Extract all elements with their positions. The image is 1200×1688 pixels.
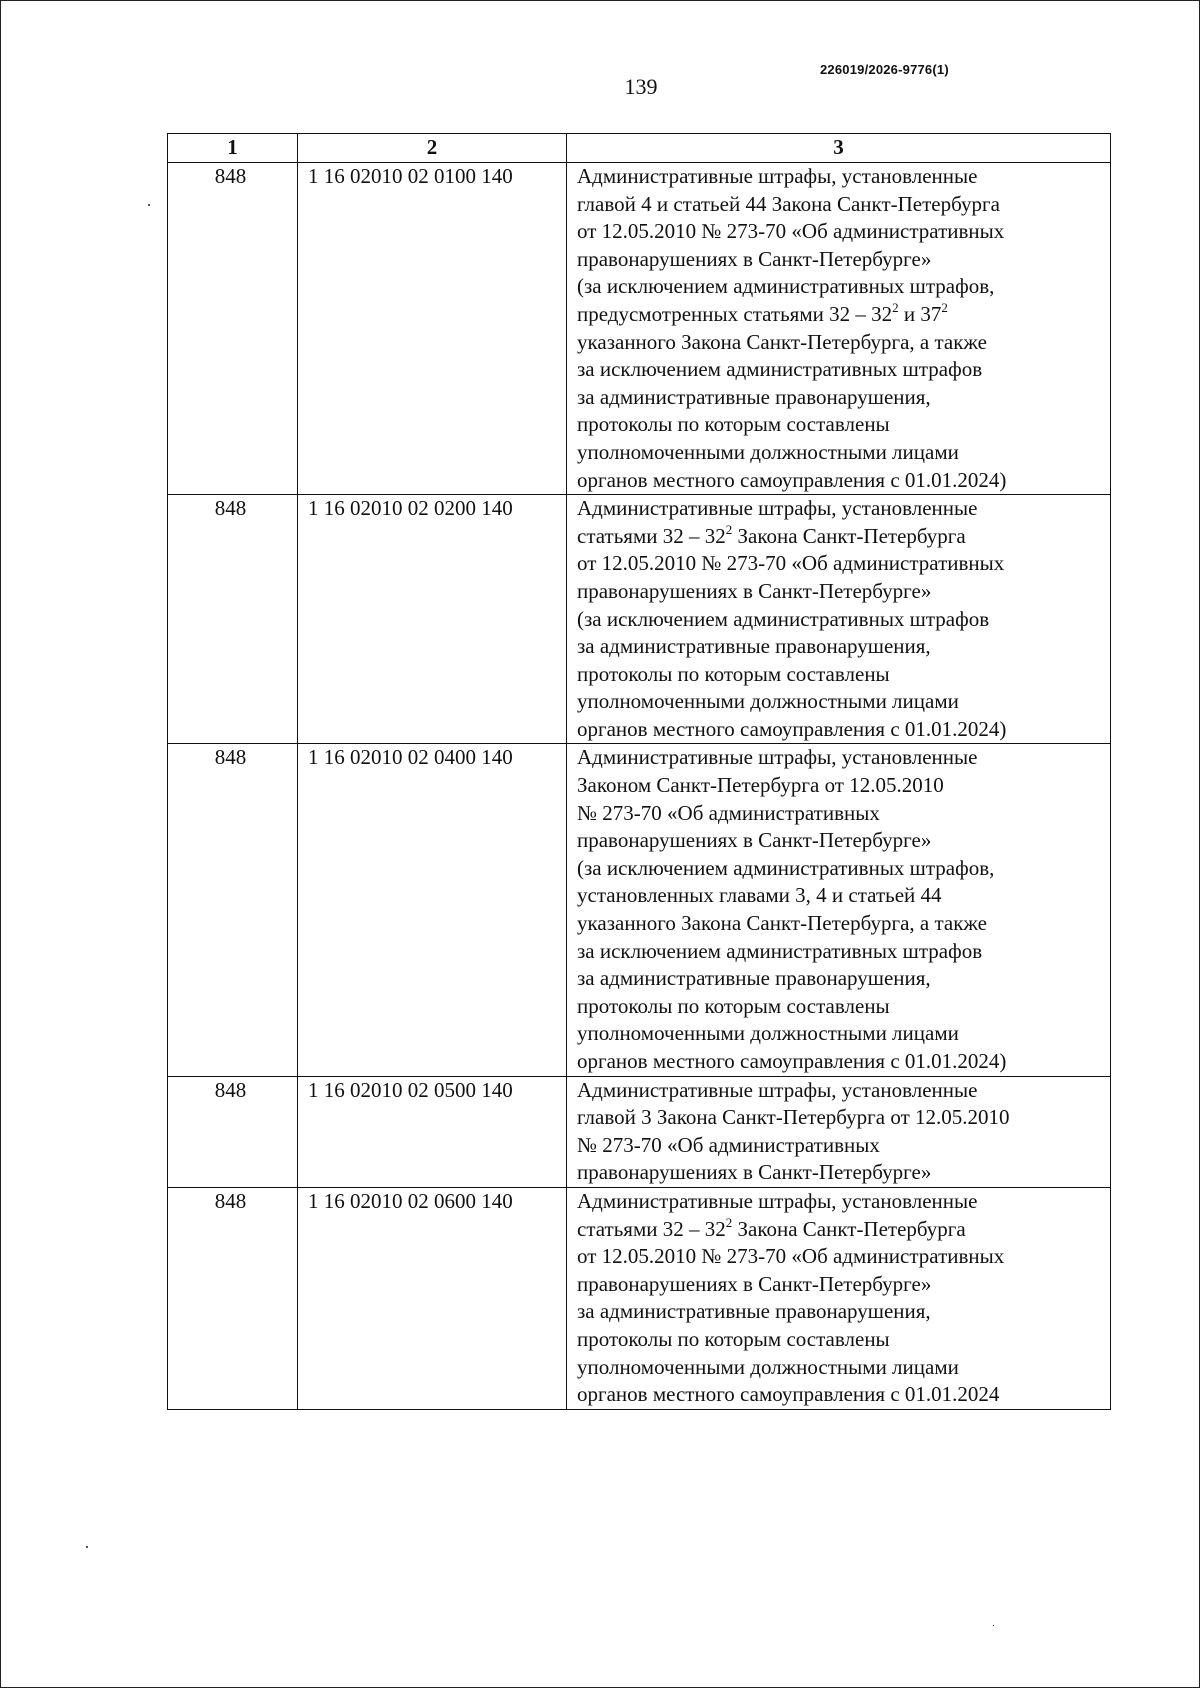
- superscript-index: 2: [725, 1214, 733, 1230]
- superscript-index: 2: [892, 299, 899, 315]
- table-row: [168, 1187, 1111, 1409]
- table-row: [168, 163, 1111, 495]
- description-line: Административные штрафы, установленные: [577, 164, 978, 188]
- description-line: уполномоченными должностными лицами: [577, 689, 959, 714]
- fees-table-container: [167, 133, 1110, 1410]
- description-line: Административные штрафы, установленные: [577, 1188, 978, 1213]
- description-line: за административные правонарушения,: [577, 1299, 931, 1324]
- description-line: за административные правонарушения,: [577, 384, 931, 409]
- budget-code-cell: 1 16 02010 02 0500 140: [298, 1076, 567, 1187]
- description-line: (за исключением административных штрафов: [577, 606, 990, 631]
- description-text: статьями 32 – 32: [577, 523, 726, 548]
- description-line: [577, 523, 1104, 551]
- superscript-index: 2: [725, 521, 733, 537]
- admin-code-cell: 848: [168, 744, 298, 1076]
- description-cell: [567, 1076, 1111, 1187]
- description-cell: [567, 495, 1111, 744]
- description-line: за административные правонарушения,: [577, 966, 931, 991]
- scan-speck: [993, 1625, 994, 1626]
- description-line: № 273-70 «Об административных: [577, 1132, 880, 1157]
- description-line: Законом Санкт-Петербурга от 12.05.2010: [577, 773, 944, 798]
- admin-code-cell: 848: [168, 495, 298, 744]
- description-line: от 12.05.2010 № 273-70 «Об административных: [577, 551, 1005, 576]
- description-line: правонарушениях в Санкт-Петербурге»: [577, 1160, 932, 1185]
- description-line: главой 4 и статьей 44 Закона Санкт-Петербурга: [577, 191, 1000, 216]
- description-line: за исключением административных штрафов: [577, 357, 983, 382]
- description-line: Административные штрафы, установленные: [577, 745, 978, 770]
- description-text: предусмотренных статьями 32 – 32: [577, 301, 893, 326]
- table-body: [168, 163, 1111, 1410]
- description-line: главой 3 Закона Санкт-Петербурга от 12.05.2010: [577, 1105, 1010, 1130]
- description-line: от 12.05.2010 № 273-70 «Об административных: [577, 1244, 1005, 1269]
- description-line: № 273-70 «Об административных: [577, 800, 880, 825]
- description-text: Закона Санкт-Петербурга: [732, 1216, 966, 1241]
- description-line: уполномоченными должностными лицами: [577, 1021, 959, 1046]
- description-line: (за исключением административных штрафов,: [577, 274, 995, 299]
- description-line: за исключением административных штрафов: [577, 938, 983, 963]
- description-line: протоколы по которым составлены: [577, 1326, 890, 1351]
- description-line: [577, 301, 1104, 329]
- budget-code-cell: 1 16 02010 02 0600 140: [298, 1187, 567, 1409]
- description-line: правонарушениях в Санкт-Петербурге»: [577, 828, 932, 853]
- scan-speck: [86, 1546, 88, 1548]
- description-line: Административные штрафы, установленные: [577, 496, 978, 521]
- description-line: от 12.05.2010 № 273-70 «Об административных: [577, 219, 1005, 244]
- description-cell: [567, 744, 1111, 1076]
- description-line: указанного Закона Санкт-Петербурга, а также: [577, 329, 987, 354]
- description-line: [577, 1216, 1104, 1244]
- description-line: указанного Закона Санкт-Петербурга, а также: [577, 911, 987, 936]
- description-cell: [567, 1187, 1111, 1409]
- description-line: Административные штрафы, установленные: [577, 1077, 978, 1102]
- description-line: органов местного самоуправления с 01.01.2024): [577, 716, 1007, 741]
- document-registration-number: 226019/2026-9776(1): [820, 62, 949, 77]
- description-line: за административные правонарушения,: [577, 634, 931, 659]
- scan-speck: [148, 204, 150, 206]
- description-line: органов местного самоуправления с 01.01.2024: [577, 1382, 1000, 1407]
- description-text: и 37: [898, 301, 942, 326]
- description-line: правонарушениях в Санкт-Петербурге»: [577, 1271, 932, 1296]
- page-number: 139: [624, 74, 658, 99]
- description-line: (за исключением административных штрафов,: [577, 855, 995, 880]
- admin-code-cell: 848: [168, 163, 298, 495]
- table-row: [168, 744, 1111, 1076]
- table-header-row: [168, 134, 1111, 163]
- description-line: уполномоченными должностными лицами: [577, 439, 959, 464]
- budget-code-cell: 1 16 02010 02 0400 140: [298, 744, 567, 1076]
- table-row: [168, 1076, 1111, 1187]
- description-line: правонарушениях в Санкт-Петербурге»: [577, 578, 932, 603]
- fees-table: [167, 133, 1111, 1410]
- description-line: органов местного самоуправления с 01.01.2024): [577, 467, 1007, 492]
- description-line: правонарушениях в Санкт-Петербурге»: [577, 246, 932, 271]
- superscript-index: 2: [941, 299, 948, 315]
- admin-code-cell: 848: [168, 1076, 298, 1187]
- description-line: протоколы по которым составлены: [577, 661, 890, 686]
- description-line: установленных главами 3, 4 и статьей 44: [577, 883, 942, 908]
- description-cell: [567, 163, 1111, 495]
- budget-code-cell: 1 16 02010 02 0200 140: [298, 495, 567, 744]
- description-line: протоколы по которым составлены: [577, 993, 890, 1018]
- budget-code-cell: 1 16 02010 02 0100 140: [298, 163, 567, 495]
- description-line: органов местного самоуправления с 01.01.2024): [577, 1049, 1007, 1073]
- description-line: протоколы по которым составлены: [577, 412, 890, 437]
- column-header-3: 3: [567, 134, 1111, 163]
- column-header-2: 2: [298, 134, 567, 163]
- description-line: уполномоченными должностными лицами: [577, 1354, 959, 1379]
- description-text: статьями 32 – 32: [577, 1216, 726, 1241]
- admin-code-cell: 848: [168, 1187, 298, 1409]
- column-header-1: 1: [168, 134, 298, 163]
- table-row: [168, 495, 1111, 744]
- description-text: Закона Санкт-Петербурга: [732, 523, 966, 548]
